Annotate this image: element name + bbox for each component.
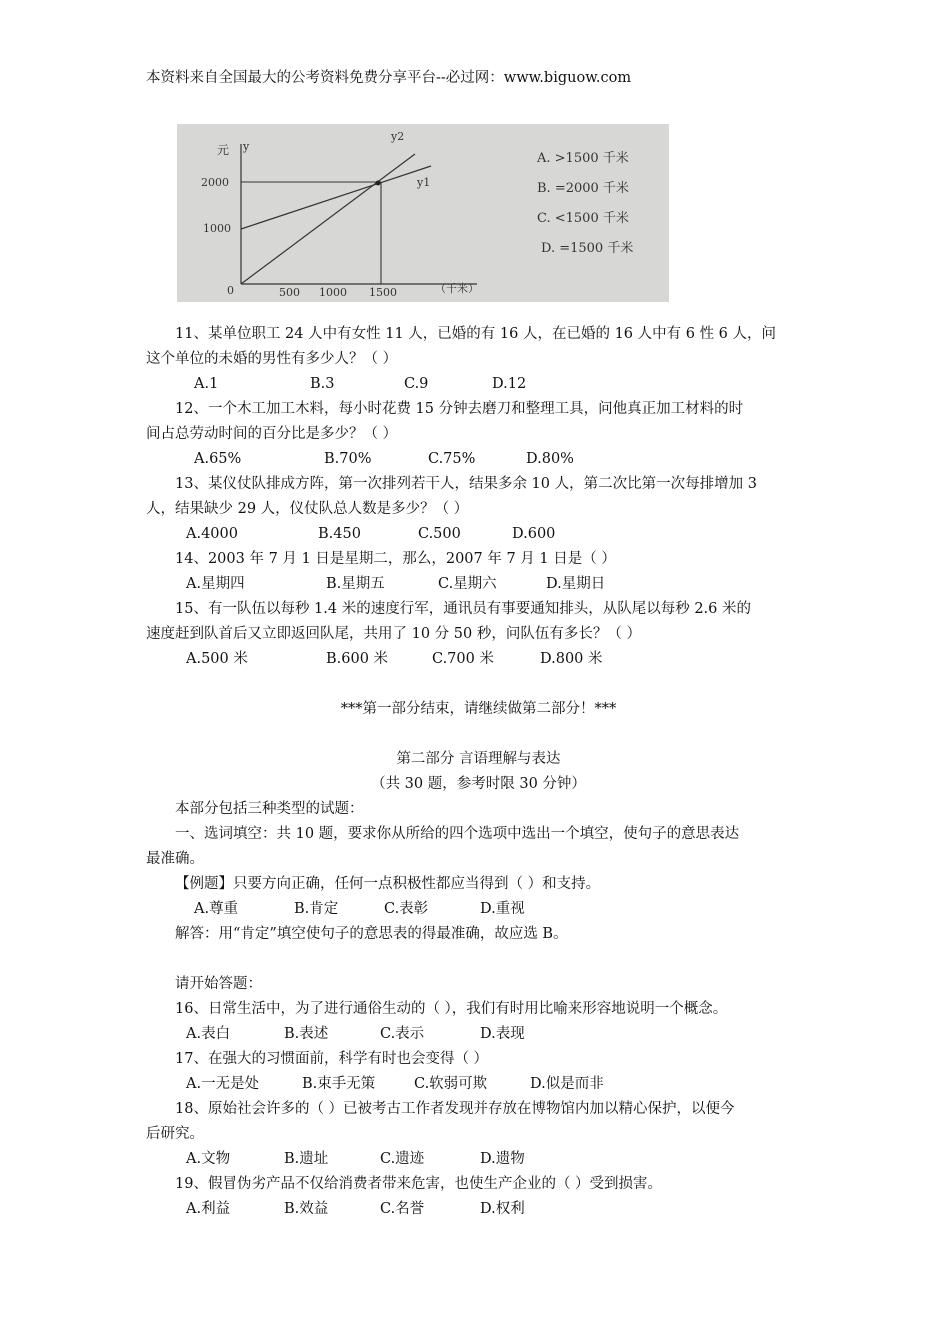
q12-stem-line1: 12、一个木工加工木料，每小时花费 15 分钟去磨刀和整理工具，问他真正加工材料的时 (175, 401, 744, 417)
q14-options (146, 572, 811, 597)
q18-stem-line1: 18、原始社会许多的（ ）已被考古工作者发现并存放在博物馆内加以精心保护，以便今 (175, 1101, 735, 1117)
q13-option-c[interactable]: C.500 (418, 526, 461, 542)
q13-option-d[interactable]: D.600 (512, 526, 556, 542)
figure-option-d: D. =1500 千米 (541, 241, 634, 256)
q14-stem-line1: 14、2003 年 7 月 1 日是星期二，那么，2007 年 7 月 1 日是（ ） (175, 551, 616, 567)
y1-label: y1 (417, 176, 431, 189)
x-tick-500: 500 (279, 286, 300, 299)
q11-option-c[interactable]: C.9 (404, 376, 429, 392)
q19-stem-line1: 19、假冒伪劣产品不仅给消费者带来危害，也使生产企业的（ ）受到损害。 (175, 1176, 663, 1192)
q11-option-b[interactable]: B.3 (310, 376, 335, 392)
q17-option-a[interactable]: A.一无是处 (186, 1076, 260, 1092)
question-content (146, 322, 811, 1222)
example-option-b: B.肯定 (294, 901, 339, 917)
example-option-c: C.表彰 (384, 901, 429, 917)
q16-option-b[interactable]: B.表述 (284, 1026, 329, 1042)
cost-distance-graph (177, 124, 669, 302)
origin-label: 0 (227, 284, 234, 297)
part-one-end-notice: ***第一部分结束，请继续做第二部分！*** (340, 701, 617, 717)
start-prompt: 请开始答题： (175, 976, 262, 992)
q14-option-c[interactable]: C.星期六 (438, 576, 497, 592)
figure-option-c: C. <1500 千米 (537, 211, 629, 226)
x-tick-1500: 1500 (369, 286, 397, 299)
q19-option-a[interactable]: A.利益 (186, 1201, 231, 1217)
q15-options (146, 647, 811, 672)
q16-option-c[interactable]: C.表示 (380, 1026, 425, 1042)
q12-option-c[interactable]: C.75% (428, 451, 476, 467)
q17-options (146, 1072, 811, 1097)
part-two-title: 第二部分 言语理解与表达 (396, 751, 561, 767)
example-options (146, 897, 811, 922)
q13-options (146, 522, 811, 547)
part-two-subtitle: （共 30 题，参考时限 30 分钟） (371, 776, 586, 792)
y-tick-1000: 1000 (203, 222, 231, 235)
q14-option-d[interactable]: D.星期日 (546, 576, 606, 592)
q16-option-a[interactable]: A.表白 (186, 1026, 231, 1042)
q18-options (146, 1147, 811, 1172)
y-axis-label: y (243, 140, 250, 153)
q17-option-d[interactable]: D.似是而非 (530, 1076, 604, 1092)
example-answer: 解答：用“肯定”填空使句子的意思表的得最准确，故应选 B。 (175, 926, 568, 942)
q12-stem-line2: 间占总劳动时间的百分比是多少？（ ） (146, 426, 398, 442)
type1-description-line2: 最准确。 (146, 851, 204, 867)
q18-option-c[interactable]: C.遗迹 (380, 1151, 425, 1167)
q14-option-b[interactable]: B.星期五 (326, 576, 385, 592)
figure-option-b: B. =2000 千米 (537, 181, 629, 196)
q17-stem-line1: 17、在强大的习惯面前，科学有时也会变得（ ） (175, 1051, 489, 1067)
q11-option-a[interactable]: A.1 (194, 376, 219, 392)
q11-stem-line2: 这个单位的未婚的男性有多少人？（ ） (146, 351, 398, 367)
q18-option-d[interactable]: D.遗物 (480, 1151, 525, 1167)
q11-option-d[interactable]: D.12 (492, 376, 527, 392)
q18-stem-line2: 后研究。 (146, 1126, 204, 1142)
q18-option-b[interactable]: B.遗址 (284, 1151, 329, 1167)
y2-label: y2 (391, 130, 405, 143)
q14-option-a[interactable]: A.星期四 (186, 576, 245, 592)
q15-option-d[interactable]: D.800 米 (540, 651, 603, 667)
q11-options (146, 372, 811, 397)
y-tick-2000: 2000 (201, 176, 229, 189)
q15-option-a[interactable]: A.500 米 (186, 651, 248, 667)
example-question: 【例题】只要方向正确，任何一点积极性都应当得到（ ）和支持。 (175, 876, 601, 892)
y-unit-label: 元 (217, 143, 230, 157)
q15-stem-line2: 速度赶到队首后又立即返回队尾，共用了 10 分 50 秒，问队伍有多长？（ ） (146, 626, 641, 642)
q13-stem-line1: 13、某仪仗队排成方阵，第一次排列若干人，结果多余 10 人，第二次比第一次每排增加 3 (175, 476, 757, 492)
q12-option-d[interactable]: D.80% (526, 451, 574, 467)
q13-stem-line2: 人，结果缺少 29 人，仪仗队总人数是多少？（ ） (146, 501, 469, 517)
q17-option-b[interactable]: B.束手无策 (302, 1076, 376, 1092)
q16-stem-line1: 16、日常生活中，为了进行通俗生动的（ ），我们有时用比喻来形容地说明一个概念。 (175, 1001, 728, 1017)
q19-options (146, 1197, 811, 1222)
q13-option-b[interactable]: B.450 (318, 526, 361, 542)
q15-option-b[interactable]: B.600 米 (326, 651, 389, 667)
q15-stem-line1: 15、有一队伍以每秒 1.4 米的速度行军，通讯员有事要通知排头，从队尾以每秒 2.6 米的 (175, 601, 752, 617)
q12-option-a[interactable]: A.65% (194, 451, 242, 467)
q16-options (146, 1022, 811, 1047)
question-figure (177, 124, 669, 302)
q19-option-c[interactable]: C.名誉 (380, 1201, 425, 1217)
figure-option-a: A. >1500 千米 (537, 151, 629, 166)
intersection-point (376, 181, 381, 186)
q12-options (146, 447, 811, 472)
q13-option-a[interactable]: A.4000 (186, 526, 238, 542)
x-tick-1000: 1000 (319, 286, 347, 299)
type1-description-line1: 一、选词填空：共 10 题，要求你从所给的四个选项中选出一个填空，使句子的意思表达 (175, 826, 740, 842)
q16-option-d[interactable]: D.表现 (480, 1026, 525, 1042)
q12-option-b[interactable]: B.70% (324, 451, 372, 467)
page-header: 本资料来自全国最大的公考资料免费分享平台--必过网：www.biguow.com (146, 70, 632, 86)
example-option-d: D.重视 (480, 901, 525, 917)
x-unit-label: （千米） (435, 282, 479, 295)
q17-option-c[interactable]: C.软弱可欺 (414, 1076, 488, 1092)
q15-option-c[interactable]: C.700 米 (432, 651, 494, 667)
q19-option-d[interactable]: D.权利 (480, 1201, 525, 1217)
q18-option-a[interactable]: A.文物 (186, 1151, 231, 1167)
part-two-intro: 本部分包括三种类型的试题： (175, 801, 364, 817)
q19-option-b[interactable]: B.效益 (284, 1201, 329, 1217)
example-option-a: A.尊重 (194, 901, 239, 917)
q11-stem-line1: 11、某单位职工 24 人中有女性 11 人，已婚的有 16 人，在已婚的 16 人中有 6 性 6 人，问 (175, 326, 777, 342)
